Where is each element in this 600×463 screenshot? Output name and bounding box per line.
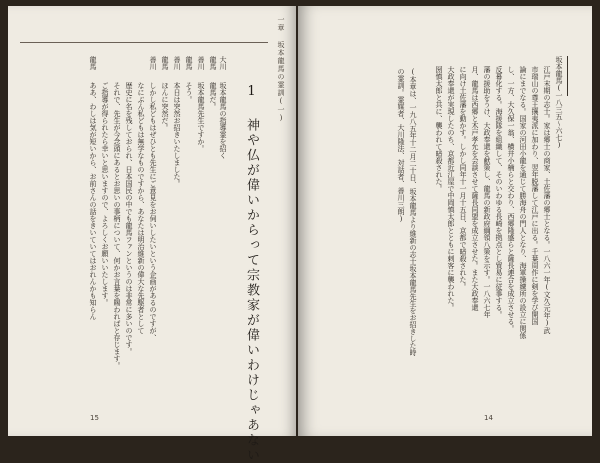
dialogue-line: 龍馬だ。: [209, 82, 217, 110]
speaker-label: 善川: [197, 56, 205, 70]
biography-marker: [567, 56, 568, 96]
bio-line: 論にまでなる。国家の河田小龍を通じて勝海舟の門人となり、海軍操練所の設立に関係: [519, 66, 527, 339]
dialogue-line: なにぶん私どもは無学なものですから、あなたは明治維新の偉大な先駆者として: [137, 82, 145, 334]
chapter-note: (本章は、一九八五年十二月二十日、坂本龍馬より維新の志士坂本龍馬先生をお招きした時: [409, 68, 417, 356]
dialogue-line: 坂本龍馬先生ですか。: [197, 82, 205, 152]
bio-line: 藩の援助をうけ、大政奉還を献策し、龍馬の新政府綱領八策を示す。一八六七年: [483, 66, 491, 318]
bio-line: に向け土佐藩を動かす。しかし同年十一月十五日、京都で暗殺された。: [459, 66, 467, 290]
bio-line: 坂本龍馬(一八三五〜六七): [555, 56, 563, 149]
bio-line: 江戸末期の志士。家は郷士の商家、土佐藩の郷士となる。一八六一年(文久元年)武: [543, 66, 551, 334]
dialogue-line: ほんに突然だ。: [161, 82, 169, 131]
page-number: 14: [484, 414, 493, 422]
speaker-label: 龍馬: [185, 56, 193, 70]
chapter-title: 1 神や仏が偉いからって宗教家が偉いわけじゃあない: [244, 84, 259, 463]
speaker-label: 龍馬: [209, 56, 217, 70]
dialogue-line: 歴史に名を残しておられ、日本国民の中でも龍馬ファンというのは非常に多いのです。: [125, 82, 133, 355]
bio-line: 圀慎太郎と共に、襲われて暗殺された。: [435, 66, 443, 192]
dialogue-line: しかし私どもはぜひとも先生にご意見をお伺いしたいという企画があるのですが、: [149, 82, 157, 341]
speaker-label: 善川: [173, 56, 181, 70]
dialogue-line: ああ、わしは気が短いから、お前さんの話をきいていてはおれんかも知らん: [89, 82, 97, 320]
bio-line: 月、龍馬は西郷と木戸孝允を会談させて薩長同盟を成立させた。また大政奉還: [471, 66, 479, 311]
dialogue-line: 本日は突然お招きいたしました。: [173, 82, 181, 187]
page-number: 15: [90, 414, 99, 422]
speaker-label: 龍馬: [161, 56, 169, 70]
speaker-label: 大川: [219, 56, 227, 70]
bio-line: 市瑞山の尊王攘夷派に加わり、翌年脱藩して江戸に出る。千葉周作に剣を学び開国: [531, 66, 539, 325]
running-head: 一章 坂本龍馬の霊訓(一): [277, 16, 285, 123]
dialogue-line: ご指導が得られたら幸いと思いますので、よろしくお願いいたします。: [101, 82, 109, 306]
right-page: [298, 6, 592, 436]
bio-line: し、一方、大久保一翁、横井小楠らと交わり、西郷隆盛らと薩長連合を成立させる。: [507, 66, 515, 332]
header-rule: [20, 42, 268, 43]
chapter-note: の霊訓。霊媒者、大川隆法、対話者、善川三朗): [397, 68, 405, 223]
speaker-label: 善川: [149, 56, 157, 70]
dialogue-line: 坂本龍馬の指導霊を招く: [219, 82, 227, 159]
bio-line: 大政奉還が実現したのち、京都近江屋で中岡慎太郎とともに刺客に襲われた。: [447, 66, 455, 311]
dialogue-line: そう。: [185, 82, 193, 103]
dialogue-line: それで、先生が今念頭にあるとお思いの事柄について、何かお言葉を賜わればと存じます。: [113, 82, 121, 369]
left-page: [8, 6, 296, 463]
bio-line: 反幕化する。海援隊を組織して、そのいわゆる長崎を拠点とし貿易に従事する。: [495, 66, 503, 318]
speaker-label: 龍馬: [89, 56, 97, 70]
